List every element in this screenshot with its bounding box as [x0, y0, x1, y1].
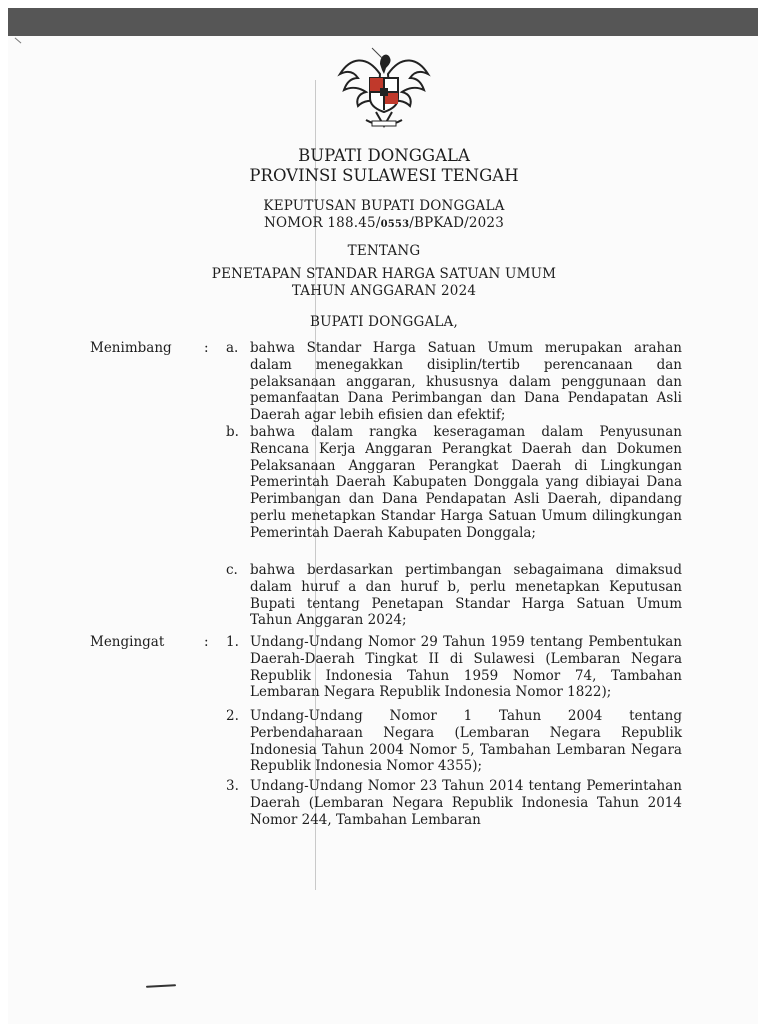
item-text: bahwa berdasarkan pertimbangan sebagaimana dimaksud dalam huruf a dan huruf b, perlu menetapkan Keputusan Bupati tentang Penetapan Standar Harga Satuan Umum Tahun Anggaran 2024;: [250, 562, 682, 629]
item-text: Undang-Undang Nomor 29 Tahun 1959 tentang Pembentukan Daerah-Daerah Tingkat II di Sulawesi (Lembaran Negara Republik Indonesia Tahun 1959 Nomor 74, Tambahan Lembaran Negara Republik Indonesia Nomor 1822);: [250, 634, 682, 701]
item-text: Undang-Undang Nomor 1 Tahun 2004 tentang Perbendaharaan Negara (Lembaran Negara Republik Indonesia Tahun 2004 Nomor 5, Tambahan Lembaran Negara Republik Indonesia Nomor 4355);: [250, 708, 682, 775]
mengingat-colon: :: [204, 634, 209, 650]
item-marker: c.: [226, 562, 238, 578]
menimbang-item-a: [226, 340, 684, 426]
item-text: bahwa dalam rangka keseragaman dalam Penyusunan Rencana Kerja Anggaran Perangkat Daerah dan Dokumen Pelaksanaan Anggaran Perangkat Daerah di Lingkungan Pemerintah Daerah Kabupaten Donggala yang dibiayai Dana Perimbangan dan Dana Pendapatan Asli Daerah, dipandang perlu menetapkan Standar Harga Satuan Umum dilingkungan Pemerintah Daerah Kabupaten Donggala;: [250, 424, 682, 541]
header-line-1: BUPATI DONGGALA: [298, 146, 470, 165]
item-marker: a.: [226, 340, 239, 356]
garuda-pancasila-emblem-icon: [336, 44, 432, 132]
mengingat-item-3: [226, 778, 684, 830]
tentang-label: TENTANG: [347, 243, 421, 259]
subject-line-1: PENETAPAN STANDAR HARGA SATUAN UMUM: [211, 266, 557, 282]
decree-number-suffix: /BPKAD/2023: [409, 215, 505, 231]
decree-number: [0, 215, 768, 233]
decree-number-prefix: NOMOR 188.45/: [263, 215, 381, 231]
menimbang-item-c: [226, 562, 684, 632]
item-text: bahwa Standar Harga Satuan Umum merupakan arahan dalam menegakkan disiplin/tertib perencanaan dan pelaksanaan anggaran, khususnya dalam penggunaan dan pemanfaatan Dana Perimbangan dan Dana Pendapatan Asli Daerah agar lebih efisien dan efektif;: [250, 340, 682, 424]
menimbang-item-b: [226, 424, 684, 564]
header-line-2: PROVINSI SULAWESI TENGAH: [249, 166, 519, 185]
menimbang-colon: :: [204, 340, 209, 356]
item-marker: 1.: [226, 634, 239, 650]
decree-number-handwritten: 0553: [380, 219, 410, 230]
authority-line: BUPATI DONGGALA,: [309, 314, 458, 330]
decree-title: KEPUTUSAN BUPATI DONGGALA: [263, 198, 505, 214]
item-marker: b.: [226, 424, 239, 440]
item-marker: 2.: [226, 708, 239, 724]
menimbang-label: Menimbang: [90, 340, 172, 356]
subject-line-2: TAHUN ANGGARAN 2024: [291, 283, 477, 299]
mengingat-label: Mengingat: [90, 634, 165, 650]
mengingat-item-2: [226, 708, 684, 778]
scan-top-bar: [8, 8, 758, 36]
item-text: Undang-Undang Nomor 23 Tahun 2014 tentang Pemerintahan Daerah (Lembaran Negara Republik Indonesia Tahun 2014 Nomor 244, Tambahan Lembaran: [250, 778, 682, 828]
item-marker: 3.: [226, 778, 239, 794]
